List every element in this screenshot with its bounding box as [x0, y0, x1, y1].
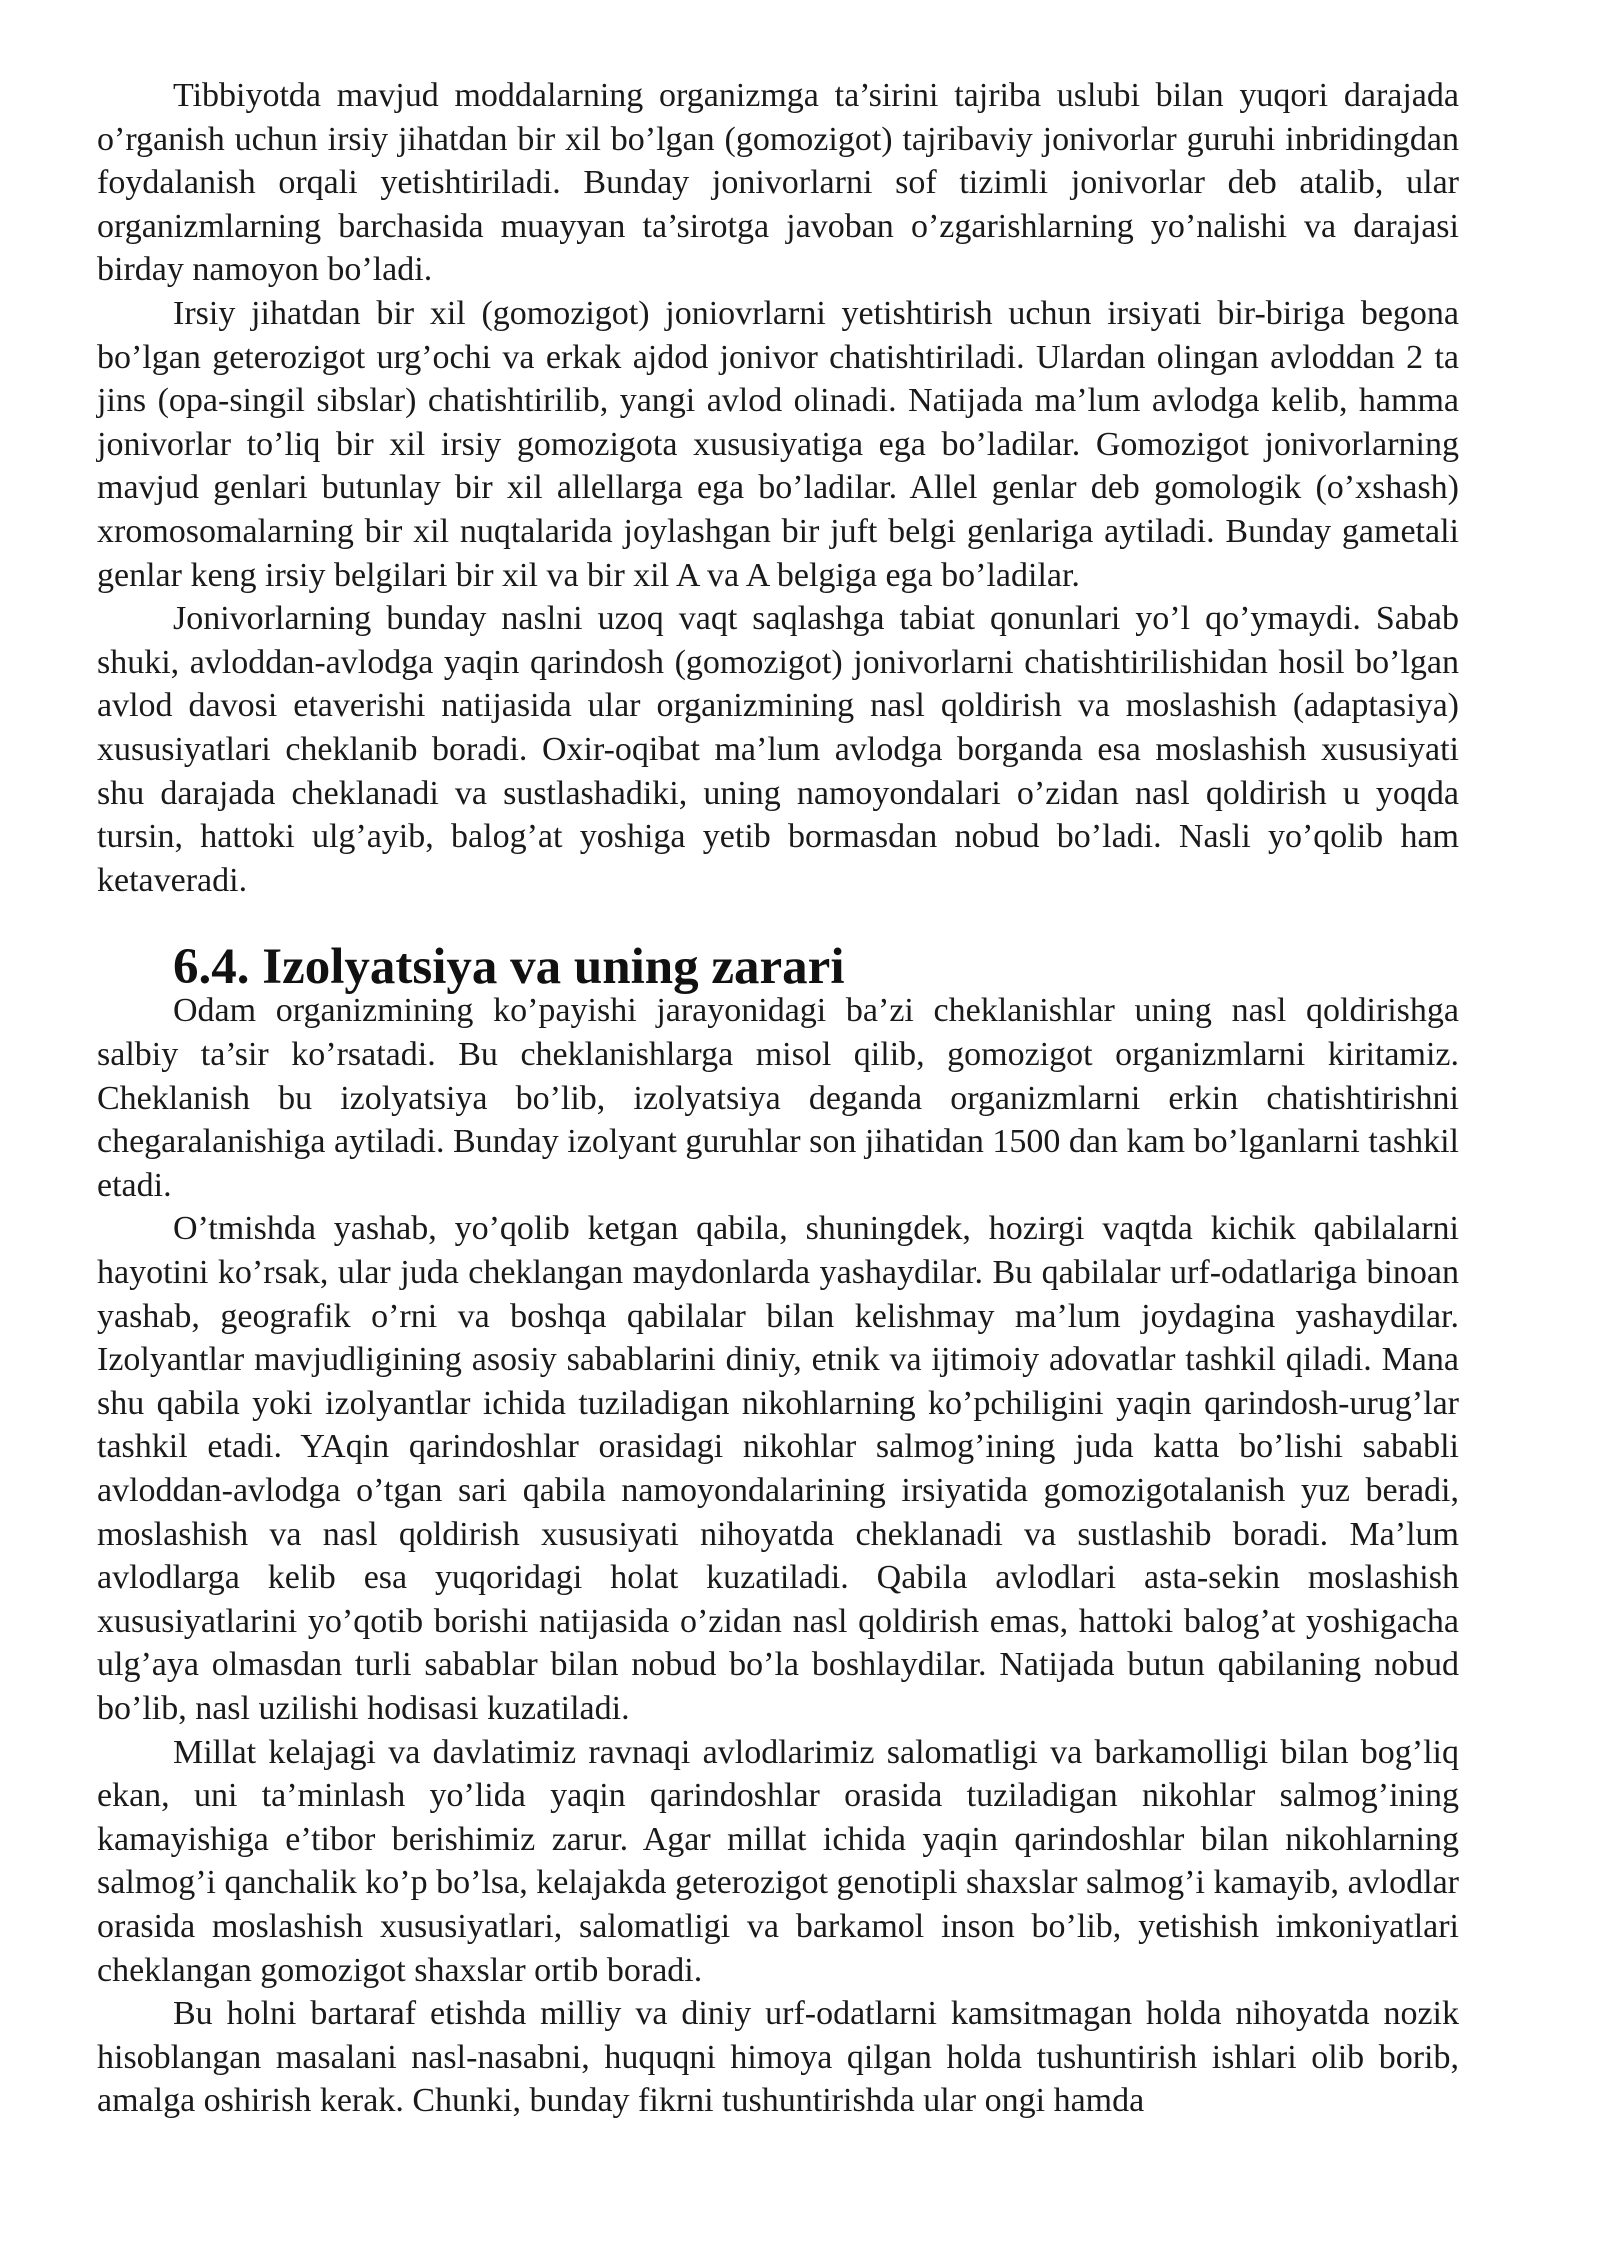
document-page [97, 74, 1459, 2123]
paragraph-nation-future: Millat kelajagi va davlatimiz ravnaqi avlodlarimiz salomatligi va barkamolligi bilan bog’liq ekan, uni ta’minlash yo’lida yaqin qarindoshlar orasida tuziladigan nikohlar salmog’ining kamayishiga e’tibor berishimiz zarur. Agar millat ichida yaqin qarindoshlar bilan nikohlarning salmog’i qanchalik ko’p bo’lsa, kelajakda geterozigot genotipli shaxslar salmog’i kamayib, avlodlar orasida moslashish xususiyatlari, salomatligi va barkamol inson bo’lib, yetishish imkoniyatlari cheklangan gomozigot shaxslar ortib boradi. [97, 1733, 1459, 1989]
paragraph-tribes-isolates: O’tmishda yashab, yo’qolib ketgan qabila, shuningdek, hozirgi vaqtda kichik qabilalarni hayotini ko’rsak, ular juda cheklangan maydonlarda yashaydilar. Bu qabilalar urf-odatlariga binoan yashab, geografik o’rni va boshqa qabilalar bilan kelishmay ma’lum joydagina yashaydilar. Izolyantlar mavjudligining asosiy sabablarini diniy, etnik va ijtimoiy adovatlar tashkil qiladi. Mana shu qabila yoki izolyantlar ichida tuziladigan nikohlarning ko’pchiligini yaqin qarindosh-urug’lar tashkil etadi. YAqin qarindoshlar orasidagi nikohlar salmog’ining juda katta bo’lishi sababli avloddan-avlodga o’tgan sari qabila namoyondalarining irsiyatida gomozigotalanish yuz beradi, moslashish va nasl qoldirish xususiyati nihoyatda cheklanadi va sustlashib boradi. Ma’lum avlodlarga kelib esa yuqoridagi holat kuzatiladi. Qabila avlodlari asta-sekin moslashish xususiyatlarini yo’qotib borishi natijasida o’zidan nasl qoldirish emas, hattoki balog’at yoshigacha ulg’aya olmasdan turli sabablar bilan nobud bo’la boshlaydilar. Natijada butun qabilaning nobud bo’lib, nasl uzilishi hodisasi kuzatiladi. [97, 1210, 1459, 1727]
paragraph-resolution: Bu holni bartaraf etishda milliy va diniy urf-odatlarni kamsitmagan holda nihoyatda nozik hisoblangan masalani nasl-nasabni, huquqni himoya qilgan holda tushuntirish ishlari olib borib, amalga oshirish kerak. Chunki, bunday fikrni tushuntirishda ular ongi hamda [97, 1995, 1459, 2120]
section-heading: 6.4. Izolyatsiya va uning zarari [173, 938, 845, 995]
paragraph-nature-limits: Jonivorlarning bunday naslni uzoq vaqt saqlashga tabiat qonunlari yo’l qo’ymaydi. Sabab shuki, avloddan-avlodga yaqin qarindosh (gomozigot) jonivorlarni chatishtirilishidan hosil bo’lgan avlod davosi etaverishi natijasida ular organizmining nasl qoldirish va moslashish (adaptasiya) xususiyatlari cheklanib boradi. Oxir-oqibat ma’lum avlodga borganda esa moslashish xususiyati shu darajada cheklanadi va sustlashadiki, uning namoyondalari o’zidan nasl qoldirish u yoqda tursin, hattoki ulg’ayib, balog’at yoshiga yetib bormasdan nobud bo’ladi. Nasli yo’qolib ham ketaveradi. [97, 600, 1459, 899]
paragraph-homozygous-breeding: Irsiy jihatdan bir xil (gomozigot) joniovrlarni yetishtirish uchun irsiyati bir-biriga begona bo’lgan geterozigot urg’ochi va erkak ajdod jonivor chatishtiriladi. Ulardan olingan avloddan 2 ta jins (opa-singil sibslar) chatishtirilib, yangi avlod olinadi. Natijada ma’lum avlodga kelib, hamma jonivorlar to’liq bir xil irsiy gomozigota xususiyatiga ega bo’ladilar. Gomozigot jonivorlarning mavjud genlari butunlay bir xil allellarga ega bo’ladilar. Allel genlar deb gomologik (o’xshash) xromosomalarning bir xil nuqtalarida joylashgan bir juft belgi genlariga aytiladi. Bunday gametali genlar keng irsiy belgilari bir xil va bir xil A va A belgiga ega bo’ladilar. [97, 294, 1459, 594]
paragraph-inbreeding-lab-animals: Tibbiyotda mavjud moddalarning organizmga ta’sirini tajriba uslubi bilan yuqori darajada o’rganish uchun irsiy jihatdan bir xil bo’lgan (gomozigot) tajribaviy jonivorlar guruhi inbridingdan foydalanish orqali yetishtiriladi. Bunday jonivorlarni sof tizimli jonivorlar deb atalib, ular organizmlarning barchasida muayyan ta’sirotga javoban o’zgarishlarning yo’nalishi va darajasi birday namoyon bo’ladi. [97, 77, 1459, 289]
paragraph-isolation-definition: Odam organizmining ko’payishi jarayonidagi ba’zi cheklanishlar uning nasl qoldirishga salbiy ta’sir ko’rsatadi. Bu cheklanishlarga misol qilib, gomozigot organizmlarni kiritamiz. Cheklanish bu izolyatsiya bo’lib, izolyatsiya deganda organizmlarni erkin chatishtirishni chegaralanishiga aytiladi. Bunday izolyant guruhlar son jihatidan 1500 dan kam bo’lganlarni tashkil etadi. [97, 992, 1459, 1204]
